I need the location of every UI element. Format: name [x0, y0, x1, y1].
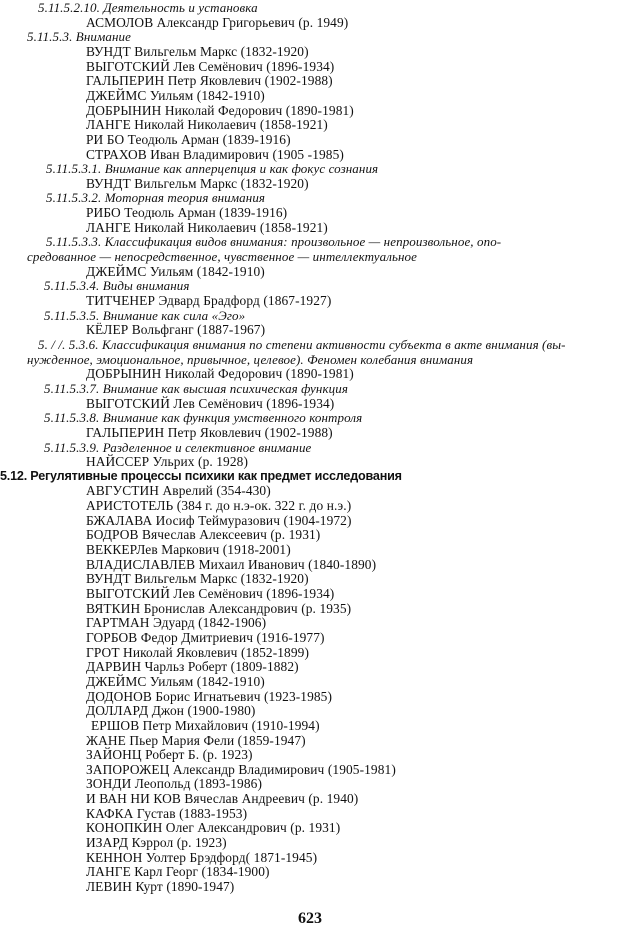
person-entry: ИЗАРД Кэррол (р. 1923): [86, 835, 227, 851]
person-entry: ЕРШОВ Петр Михайлович (1910-1994): [91, 717, 320, 733]
person-entry: АРИСТОТЕЛЬ (384 г. до н.э-ок. 322 г. до н.э.): [86, 498, 352, 514]
person-entry: ДОБРЫНИН Николай Федорович (1890-1981): [86, 102, 354, 118]
person-entry: ВУНДТ Вильгельм Маркс (1832-1920): [86, 43, 309, 59]
person-entry: КАФКА Густав (1883-1953): [86, 805, 248, 821]
subsection-heading: 5.11.5.3.1. Внимание как апперцепция и как фокус сознания: [46, 161, 379, 177]
person-entry: И ВАН НИ КОВ Вячеслав Андреевич (р. 1940): [86, 791, 359, 807]
person-entry: ЗАЙОНЦ Роберт Б. (р. 1923): [86, 747, 253, 763]
person-entry: ВЫГОТСКИЙ Лев Семёнович (1896-1934): [86, 586, 335, 601]
person-entry: ГОРБОВ Федор Дмитриевич (1916-1977): [86, 629, 325, 645]
person-entry: ГАРТМАН Эдуард (1842-1906): [86, 615, 267, 631]
subsection-heading: средованное — непосредственное, чувственное — интеллектуальное: [27, 249, 418, 265]
person-entry: КЁЛЕР Вольфганг (1887-1967): [86, 322, 266, 338]
person-entry: ЛЕВИН Курт (1890-1947): [86, 879, 235, 894]
person-entry: НАЙССЕР Ульрих (р. 1928): [86, 454, 249, 470]
person-entry: ДЖЕЙМС Уильям (1842-1910): [86, 87, 265, 103]
person-entry: ЛАНГЕ Николай Николаевич (1858-1921): [86, 219, 328, 235]
person-entry: БЖАЛАВА Иосиф Теймуразович (1904-1972): [86, 512, 352, 528]
person-entry: ЖАНЕ Пьер Мария Фели (1859-1947): [86, 732, 306, 748]
subsection-heading: 5.11.5.3.7. Внимание как высшая психическая функция: [44, 380, 349, 396]
person-entry: СТРАХОВ Иван Владимирович (1905 -1985): [86, 146, 344, 162]
person-entry: КОНОПКИН Олег Александрович (р. 1931): [86, 820, 341, 836]
page-number: 623: [298, 910, 322, 927]
person-entry: РИ БО Теодюль Арман (1839-1916): [86, 131, 291, 147]
person-entry: БОДРОВ Вячеслав Алексеевич (р. 1931): [86, 527, 321, 543]
person-entry: ДАРВИН Чарльз Роберт (1809-1882): [86, 659, 299, 675]
person-entry: ВЫГОТСКИЙ Лев Семёнович (1896-1934): [86, 58, 335, 74]
person-entry: ДОДОНОВ Борис Игнатьевич (1923-1985): [86, 688, 333, 704]
subsection-heading: нужденное, эмоциональное, привычное, целевое). Феномен колебания внимания: [27, 351, 474, 367]
person-entry: ТИТЧЕНЕР Эдвард Брадфорд (1867-1927): [86, 293, 332, 308]
person-entry: ДОЛЛАРД Джон (1900-1980): [86, 703, 256, 719]
section-heading: 5.12. Регулятивные процессы психики как предмет исследования: [0, 468, 402, 483]
person-entry: РИБО Теодюль Арман (1839-1916): [86, 205, 288, 221]
subsection-heading: 5. / /. 5.3.6. Классификация внимания по степени активности субъекта в акте внимания (вы-: [38, 336, 566, 352]
person-entry: АСМОЛОВ Александр Григорьевич (р. 1949): [86, 14, 349, 30]
person-entry: ВЛАДИСЛАВЛЕВ Михаил Иванович (1840-1890): [86, 556, 377, 572]
subsection-heading: 5.11.5.3.4. Виды внимания: [44, 278, 190, 294]
person-entry: ВУНДТ Вильгельм Маркс (1832-1920): [86, 175, 309, 191]
person-entry: ВЕККЕРЛев Маркович (1918-2001): [86, 542, 291, 558]
person-entry: КЕННОН Уолтер Брэдфорд( 1871-1945): [86, 849, 318, 865]
person-entry: ЗАПОРОЖЕЦ Александр Владимирович (1905-1981): [86, 761, 396, 777]
person-entry: ЗОНДИ Леопольд (1893-1986): [86, 776, 263, 792]
subsection-heading: 5.11.5.3.3. Классификация видов внимания: произвольное — непроизвольное, опо-: [46, 234, 502, 250]
person-entry: ДЖЕЙМС Уильям (1842-1910): [86, 673, 265, 689]
person-entry: ВЫГОТСКИЙ Лев Семёнович (1896-1934): [86, 395, 335, 411]
subsection-heading: 5.11.5.3. Внимание: [27, 29, 131, 45]
person-entry: ДОБРЫНИН Николай Федорович (1890-1981): [86, 366, 354, 382]
subsection-heading: 5.11.5.3.8. Внимание как функция умственного контроля: [44, 410, 363, 426]
subsection-heading: 5.11.5.2.10. Деятельность и установка: [38, 0, 258, 15]
subsection-heading: 5.11.5.3.2. Моторная теория внимания: [46, 190, 266, 206]
subsection-heading: 5.11.5.3.5. Внимание как сила «Эго»: [44, 307, 246, 323]
person-entry: ЛАНГЕ Карл Георг (1834-1900): [86, 864, 270, 880]
person-entry: ЛАНГЕ Николай Николаевич (1858-1921): [86, 117, 328, 133]
person-entry: ВУНДТ Вильгельм Маркс (1832-1920): [86, 571, 309, 587]
person-entry: ГАЛЬПЕРИН Петр Яковлевич (1902-1988): [86, 424, 333, 440]
subsection-heading: 5.11.5.3.9. Разделенное и селективное внимание: [44, 439, 312, 455]
person-entry: АВГУСТИН Аврелий (354-430): [86, 483, 271, 499]
person-entry: ДЖЕЙМС Уильям (1842-1910): [86, 263, 265, 279]
person-entry: ГРОТ Николай Яковлевич (1852-1899): [86, 644, 310, 660]
person-entry: ГАЛЬПЕРИН Петр Яковлевич (1902-1988): [86, 73, 333, 89]
person-entry: ВЯТКИН Бронислав Александрович (р. 1935): [86, 600, 352, 616]
